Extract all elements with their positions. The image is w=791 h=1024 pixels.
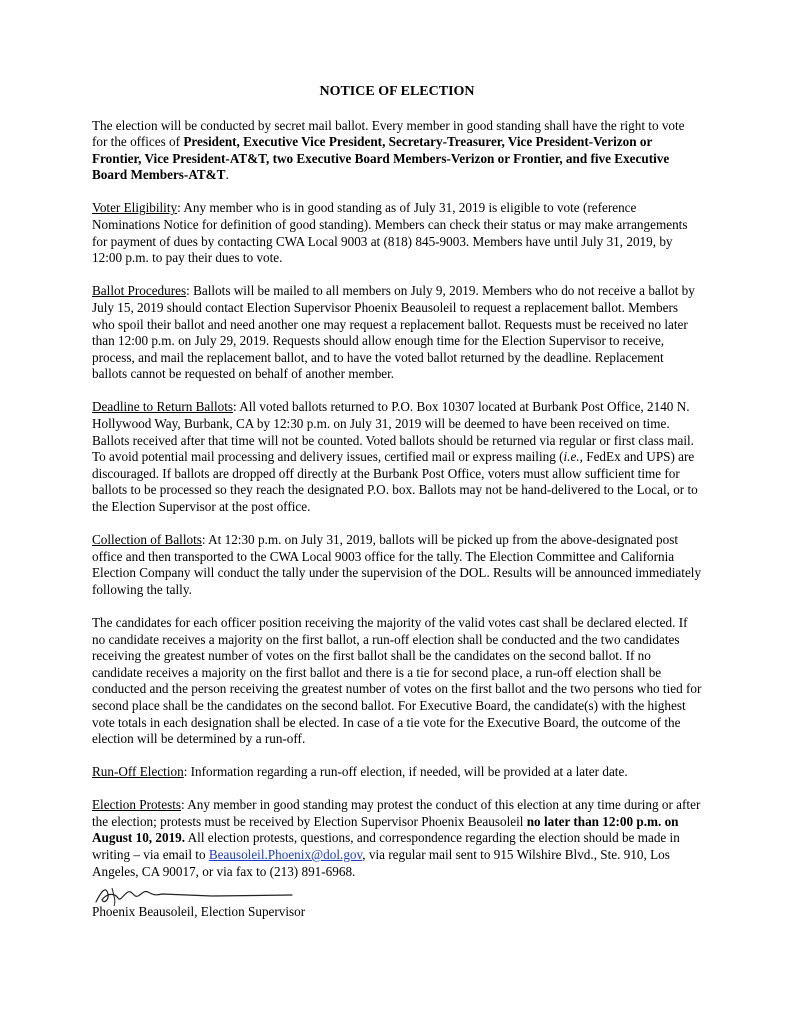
deadline-ie: i.e.,: [563, 449, 583, 465]
deadline-text-2: FedEx and UPS) are discouraged. If ballots are dropped off directly at the Burbank Post Office, voters must allow sufficient time for ballots to be processed so they reach the designated P.O. box. Ballots may not be hand-delivered to the Local, or to the Election Supervisor at the post office.: [92, 449, 698, 514]
candidates-paragraph: The candidates for each officer position receiving the majority of the valid votes cast shall be declared elected. If no candidate receives a majority on the first ballot, a run-off election shall be conducted and the two candidates receiving the greatest number of votes on the first ballot shall be the candidates on the second ballot. If no candidate receives a majority on the first ballot and there is a tie for second place, a run-off election shall be conducted and the person receiving the greatest number of votes on the first ballot and the two persons who tied for second place shall be the candidates on the second ballot. For Executive Board, the candidate(s) with the highest vote totals in each designation shall be elected. In case of a tie vote for the Executive Board, the outcome of the election will be determined by a run-off.: [92, 614, 702, 747]
protests-text-2: All election protests, questions, and correspondence regarding the election should be made in writing – via email to: [92, 830, 680, 863]
ballot-procedures-heading: Ballot Procedures: [92, 283, 187, 299]
protests-deadline: no later than 12:00 p.m. on August 10, 2019.: [92, 813, 679, 846]
protests-heading: Election Protests: [92, 797, 182, 813]
collection-text: : At 12:30 p.m. on July 31, 2019, ballots will be picked up from the above-designated post office and then transported to the CWA Local 9003 office for the tally. The Election Committee and California Election Company will conduct the tally under the supervision of the DOL. Results will be announced immediately following the tally.: [92, 532, 702, 597]
collection-paragraph: [92, 532, 702, 598]
intro-lead: The election will be conducted by secret mail ballot. Every member in good standing shall have the right to vote for the offices of: [92, 117, 685, 150]
runoff-paragraph: [92, 764, 702, 781]
deadline-paragraph: [92, 399, 702, 515]
voter-eligibility-heading: Voter Eligibility: [92, 200, 178, 216]
intro-offices: President, Executive Vice President, Secretary-Treasurer, Vice President-Verizon or Frontier, Vice President-AT&T, two Executive Board Members-Verizon or Frontier, and five Executive Board Members-AT&T: [92, 134, 670, 183]
runoff-heading: Run-Off Election: [92, 764, 184, 780]
protests-text-1: : Any member in good standing may protest the conduct of this election at any time during or after the election; protests must be received by Election Supervisor Phoenix Beausoleil: [92, 797, 701, 829]
ballot-procedures-text: : Ballots will be mailed to all members on July 9, 2019. Members who do not receive a ballot by July 15, 2019 should contact Election Supervisor Phoenix Beausoleil to request a replacement ballot. Members who spoil their ballot and need another one may request a replacement ballot. Requests must be received no later than 12:00 p.m. on July 29, 2019. Requests should allow enough time for the Election Supervisor to receive, process, and mail the replacement ballot, and to have the voted ballot returned by the deadline. Replacement ballots cannot be requested on behalf of another member.: [92, 283, 695, 382]
runoff-text: : Information regarding a run-off election, if needed, will be provided at a later date.: [183, 764, 628, 780]
voter-eligibility-text: : Any member who is in good standing as of July 31, 2019 is eligible to vote (reference Nominations Notice for definition of good standing). Members can check their status or may make arrangements for payment of dues by contacting CWA Local 9003 at (818) 845-9003. Members have until July 31, 2019, by 12:00 p.m. to pay their dues to vote.: [92, 200, 688, 266]
intro-end: .: [225, 167, 229, 183]
protests-text-3: , via regular mail sent to 915 Wilshire Blvd., Ste. 910, Los Angeles, CA 90017, or via fax to (213) 891-6968.: [92, 847, 670, 879]
document-body: [92, 84, 702, 897]
signature-name: Phoenix Beausoleil, Election Supervisor: [92, 904, 306, 919]
protests-paragraph: [92, 797, 702, 880]
document-title: NOTICE OF ELECTION: [319, 84, 475, 99]
ballot-procedures-paragraph: [92, 283, 702, 383]
email-link[interactable]: Beausoleil.Phoenix@dol.gov: [208, 847, 363, 863]
collection-heading: Collection of Ballots: [92, 532, 202, 548]
voter-eligibility-paragraph: [92, 200, 702, 266]
intro-paragraph: [92, 118, 702, 184]
deadline-text-1: : All voted ballots returned to P.O. Box 10307 located at Burbank Post Office, 2140 N. Hollywood Way, Burbank, CA by 12:30 p.m. on July 31, 2019 will be deemed to have been received on time. Ballots received after that time will not be counted. Voted ballots should be returned via regular or first class mail. To avoid potential mail processing and delivery issues, certified mail or express mailing (: [92, 399, 694, 465]
deadline-heading: Deadline to Return Ballots: [92, 399, 234, 415]
